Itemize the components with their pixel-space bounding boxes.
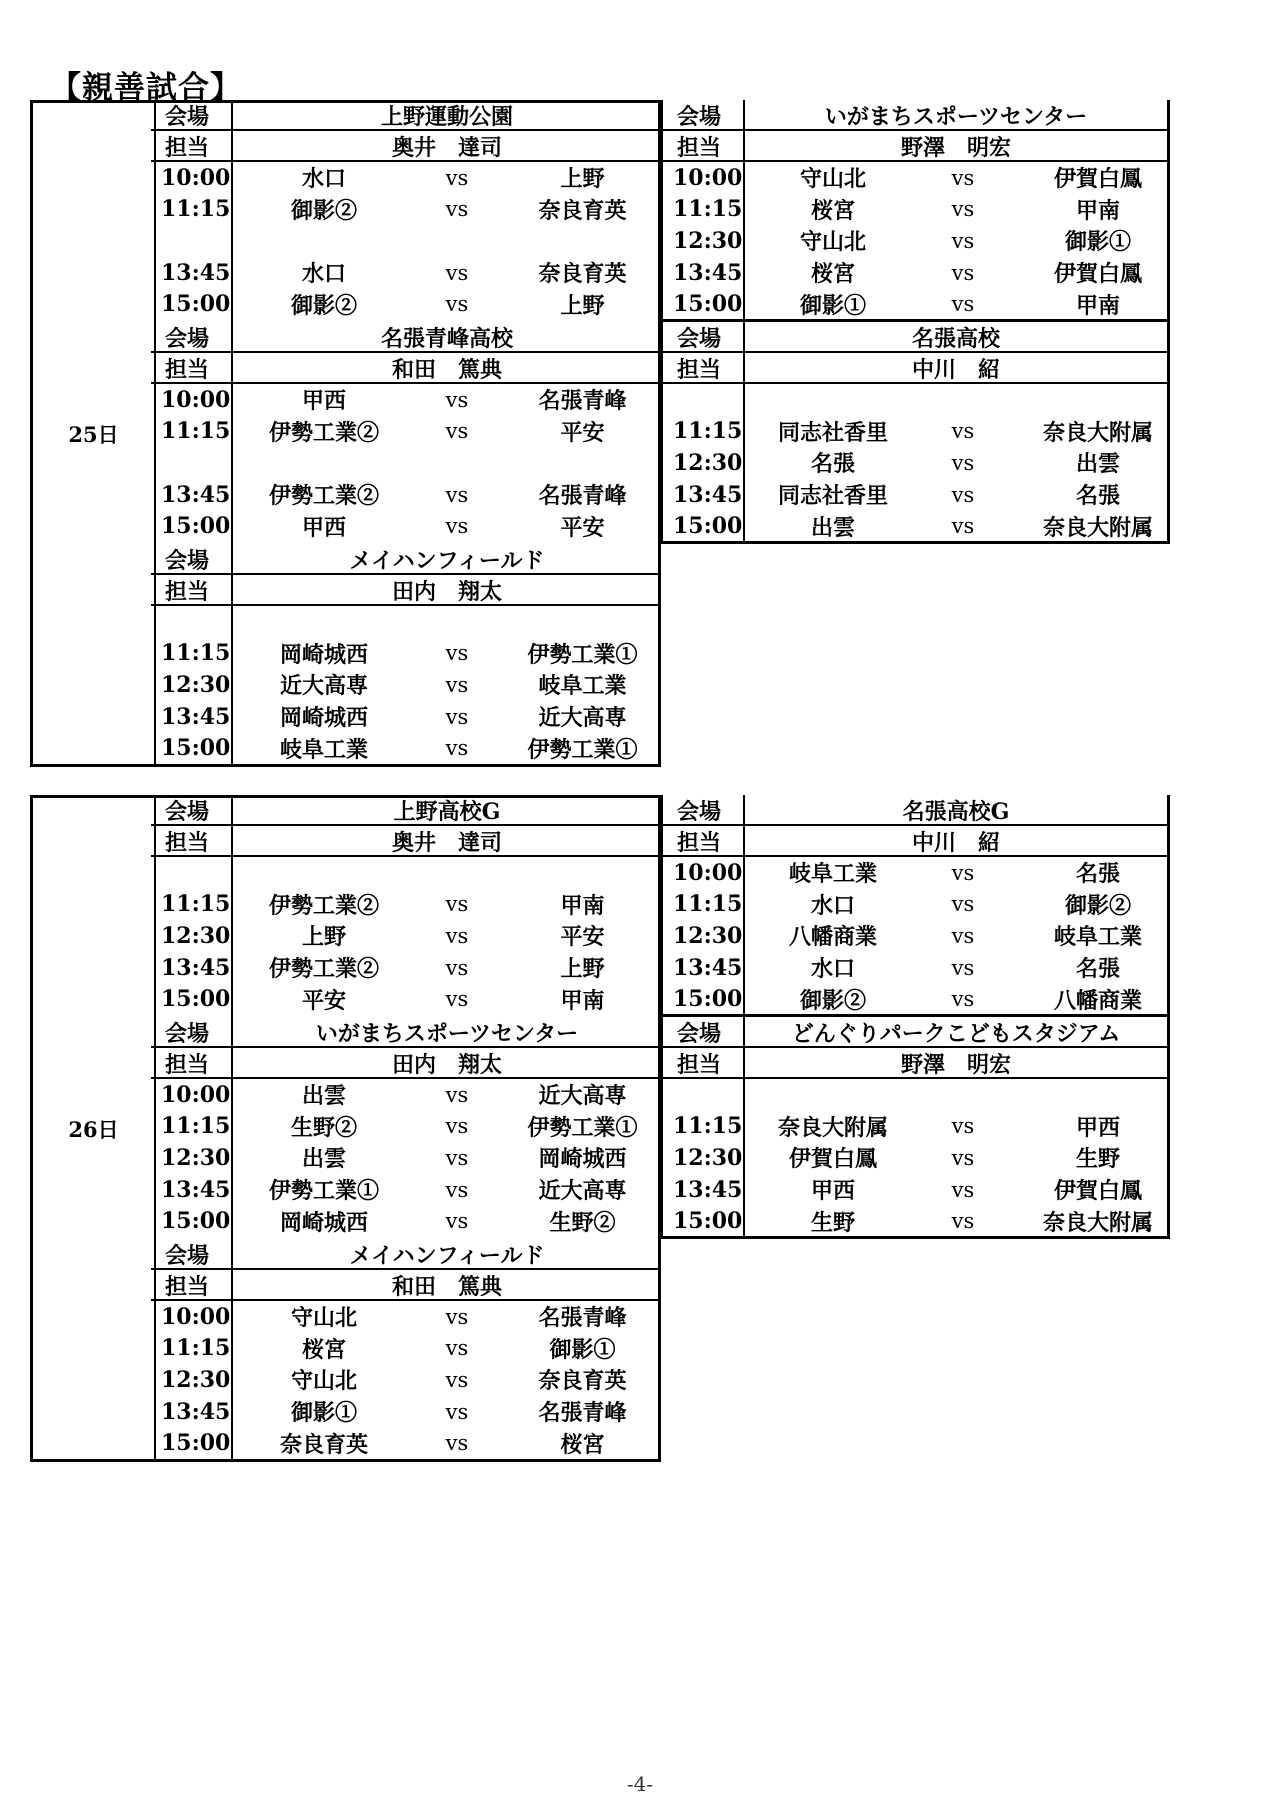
match-time: 13:45: [161, 481, 231, 508]
team-b: [1003, 384, 1193, 416]
match-row: [663, 983, 1167, 1015]
team-a: 出雲: [301, 1083, 346, 1110]
team-b: [1003, 1079, 1193, 1111]
vs-label: vs: [951, 514, 975, 539]
team-b: 伊勢工業①: [527, 736, 638, 763]
match-row: [151, 1174, 661, 1206]
team-a: 生野: [810, 1209, 855, 1236]
match-time: 13:45: [161, 259, 231, 286]
team-a: 伊賀白鳳: [788, 1146, 877, 1173]
team-b: 甲西: [1075, 1114, 1120, 1141]
vs-label: vs: [445, 1336, 469, 1361]
vs-label: vs: [951, 1177, 975, 1202]
match-time: 11:15: [161, 891, 231, 918]
team-b: 近大高専: [538, 1178, 627, 1205]
match-row: [663, 288, 1167, 320]
match-time: 13:45: [673, 481, 743, 508]
team-b: 名張青峰: [538, 388, 627, 415]
venue-name: 名張高校: [743, 322, 1167, 353]
team-a: 水口: [810, 956, 855, 983]
match-row: [151, 669, 661, 701]
match-time: 13:45: [161, 954, 231, 981]
match-row: [151, 638, 661, 670]
vs-label: [417, 606, 497, 638]
team-a: 守山北: [290, 1305, 357, 1332]
venue-label: 会場: [165, 1021, 210, 1047]
staff-name: 中川 紹: [743, 353, 1167, 384]
match-row: [151, 701, 661, 733]
staff-label: 担当: [677, 830, 722, 856]
staff-name: 和田 篤典: [231, 1270, 661, 1301]
match-time: 15:00: [161, 291, 231, 318]
team-a: 八幡商業: [788, 924, 877, 951]
match-row: [151, 510, 661, 542]
venue-label: 会場: [165, 104, 210, 130]
team-b: 平安: [560, 924, 605, 951]
match-row: [663, 1111, 1167, 1143]
team-a: 平安: [301, 987, 346, 1014]
match-time: 13:45: [161, 703, 231, 730]
match-time: 12:30: [673, 922, 743, 949]
match-row: [151, 1079, 661, 1111]
team-b: 奈良大附属: [1042, 419, 1153, 446]
team-a: 岡崎城西: [279, 705, 368, 732]
team-b: 奈良大附属: [1042, 514, 1153, 541]
staff-name: 野澤 明宏: [743, 1048, 1167, 1079]
match-time: 15:00: [161, 1430, 231, 1457]
match-row: [151, 1142, 661, 1174]
team-b: 八幡商業: [1053, 987, 1142, 1014]
match-row: [151, 257, 661, 289]
match-time: 12:30: [673, 227, 743, 254]
vs-label: vs: [445, 1399, 469, 1424]
match-time: 11:15: [673, 1113, 743, 1140]
vs-label: vs: [951, 260, 975, 285]
venue-name: いがまちスポーツセンター: [231, 1017, 661, 1048]
match-row: [663, 416, 1167, 448]
team-b: [497, 225, 668, 257]
match-time: 13:45: [673, 1176, 743, 1203]
team-b: [497, 606, 668, 638]
team-b: 上野: [560, 166, 605, 193]
match-time: 15:00: [673, 986, 743, 1013]
vs-label: vs: [445, 704, 469, 729]
vs-label: vs: [445, 1209, 469, 1234]
team-a: 伊勢工業②: [268, 419, 379, 446]
team-a: 守山北: [799, 229, 866, 256]
vs-label: vs: [951, 1145, 975, 1170]
team-b: 甲南: [1075, 292, 1120, 319]
vs-label: vs: [445, 1082, 469, 1107]
staff-name: 和田 篤典: [231, 353, 661, 384]
team-a: [743, 1079, 923, 1111]
staff-label: 担当: [165, 1274, 210, 1300]
venue-name: 上野運動公園: [231, 100, 661, 131]
venue-block: [151, 1017, 661, 1239]
match-row: [663, 857, 1167, 889]
vs-label: vs: [445, 987, 469, 1012]
team-a: [231, 606, 417, 638]
vs-label: vs: [445, 1145, 469, 1170]
venue-label: 会場: [677, 1021, 722, 1047]
match-row: [151, 857, 661, 889]
venue-name: メイハンフィールド: [231, 1239, 661, 1270]
team-a: 御影①: [290, 1400, 357, 1427]
staff-name: 奥井 達司: [231, 826, 661, 857]
team-b: 伊賀白鳳: [1053, 1178, 1142, 1205]
match-time: 12:30: [161, 922, 231, 949]
team-b: 桜宮: [560, 1431, 605, 1458]
match-row: [151, 1396, 661, 1428]
vs-label: vs: [445, 419, 469, 444]
team-b: 平安: [560, 514, 605, 541]
staff-name: 田内 翔太: [231, 575, 661, 606]
match-row: [151, 447, 661, 479]
team-b: 伊勢工業①: [527, 1114, 638, 1141]
match-time: 13:45: [161, 1398, 231, 1425]
match-row: [151, 416, 661, 448]
team-a: 岐阜工業: [279, 736, 368, 763]
team-a: 御影②: [799, 987, 866, 1014]
team-b: 奈良大附属: [1042, 1209, 1153, 1236]
vs-label: vs: [951, 1209, 975, 1234]
team-a: 生野②: [290, 1114, 357, 1141]
team-a: 守山北: [799, 166, 866, 193]
vs-label: vs: [445, 641, 469, 666]
match-time: 10:00: [673, 859, 743, 886]
page-title: 【親善試合】: [50, 70, 242, 106]
team-a: [743, 384, 923, 416]
team-b: 近大高専: [538, 1083, 627, 1110]
match-time: 13:45: [673, 259, 743, 286]
team-b: 上野: [560, 292, 605, 319]
vs-label: vs: [445, 1367, 469, 1392]
vs-label: vs: [951, 892, 975, 917]
match-row: [151, 1111, 661, 1143]
vs-label: vs: [951, 165, 975, 190]
team-b: 生野②: [549, 1209, 616, 1236]
team-b: 奈良育英: [538, 197, 627, 224]
team-a: 同志社香里: [777, 419, 888, 446]
venue-label: 会場: [165, 326, 210, 352]
team-b: [497, 447, 668, 479]
match-time: 15:00: [161, 1208, 231, 1235]
match-row: [663, 479, 1167, 511]
team-b: 岐阜工業: [538, 673, 627, 700]
match-time: 15:00: [673, 291, 743, 318]
match-row: [151, 1364, 661, 1396]
vs-label: vs: [445, 165, 469, 190]
team-a: [231, 447, 417, 479]
match-time: 11:15: [673, 196, 743, 223]
venue-name: 名張高校G: [743, 795, 1167, 826]
team-a: 甲西: [301, 514, 346, 541]
vs-label: vs: [951, 955, 975, 980]
team-a: 出雲: [301, 1146, 346, 1173]
match-time: 15:00: [161, 986, 231, 1013]
vs-label: vs: [445, 260, 469, 285]
vs-label: [923, 1079, 1003, 1111]
match-row: [151, 952, 661, 984]
match-time: 11:15: [161, 418, 231, 445]
venue-label: 会場: [165, 799, 210, 825]
match-time: 12:30: [673, 449, 743, 476]
venue-block: [661, 795, 1170, 1017]
team-a: 伊勢工業②: [268, 892, 379, 919]
match-row: [151, 162, 661, 194]
match-row: [151, 1427, 661, 1459]
match-time: 10:00: [161, 1081, 231, 1108]
match-row: [663, 510, 1167, 542]
team-a: 同志社香里: [777, 483, 888, 510]
staff-label: 担当: [165, 357, 210, 383]
venue-block: [151, 795, 661, 1017]
staff-name: 野澤 明宏: [743, 131, 1167, 162]
venue-block: [151, 322, 661, 544]
match-row: [151, 288, 661, 320]
team-b: 御影①: [1064, 229, 1131, 256]
team-a: 名張: [810, 451, 855, 478]
team-a: 出雲: [810, 514, 855, 541]
team-b: 生野: [1075, 1146, 1120, 1173]
match-time: 13:45: [673, 954, 743, 981]
vs-label: vs: [951, 292, 975, 317]
team-b: 伊賀白鳳: [1053, 166, 1142, 193]
staff-name: 中川 紹: [743, 826, 1167, 857]
team-a: 御影②: [290, 292, 357, 319]
match-row: [663, 225, 1167, 257]
team-b: 近大高専: [538, 705, 627, 732]
match-row: [663, 447, 1167, 479]
team-a: 甲西: [301, 388, 346, 415]
team-a: 奈良大附属: [777, 1114, 888, 1141]
match-row: [151, 1205, 661, 1237]
team-a: 桜宮: [810, 197, 855, 224]
vs-label: vs: [445, 736, 469, 761]
team-a: 伊勢工業①: [268, 1178, 379, 1205]
venue-block: [151, 544, 661, 767]
vs-label: vs: [445, 672, 469, 697]
team-a: 甲西: [810, 1178, 855, 1205]
match-time: 12:30: [161, 671, 231, 698]
match-row: [151, 983, 661, 1015]
venue-block: [151, 1239, 661, 1462]
team-a: [231, 857, 417, 889]
team-b: 伊賀白鳳: [1053, 261, 1142, 288]
team-b: 甲南: [560, 892, 605, 919]
vs-label: vs: [951, 860, 975, 885]
match-time: 15:00: [673, 513, 743, 540]
team-b: 御影②: [1064, 892, 1131, 919]
vs-label: vs: [445, 482, 469, 507]
team-b: 岐阜工業: [1053, 924, 1142, 951]
team-b: 甲南: [560, 987, 605, 1014]
staff-label: 担当: [677, 135, 722, 161]
vs-label: vs: [445, 292, 469, 317]
venue-label: 会場: [677, 104, 722, 130]
vs-label: vs: [445, 923, 469, 948]
venue-name: メイハンフィールド: [231, 544, 661, 575]
vs-label: vs: [951, 1114, 975, 1139]
page-number: -4-: [626, 1772, 654, 1796]
team-b: 奈良育英: [538, 1368, 627, 1395]
match-row: [151, 225, 661, 257]
vs-label: vs: [951, 987, 975, 1012]
vs-label: vs: [445, 387, 469, 412]
match-time: 12:30: [673, 1144, 743, 1171]
staff-label: 担当: [677, 1052, 722, 1078]
staff-name: 田内 翔太: [231, 1048, 661, 1079]
match-row: [151, 194, 661, 226]
vs-label: vs: [445, 1431, 469, 1456]
vs-label: [417, 857, 497, 889]
venue-block: [661, 322, 1170, 544]
team-b: 上野: [560, 956, 605, 983]
match-row: [151, 606, 661, 638]
match-row: [151, 920, 661, 952]
vs-label: vs: [445, 197, 469, 222]
team-b: 名張: [1075, 861, 1120, 888]
team-b: [497, 857, 668, 889]
team-b: 平安: [560, 419, 605, 446]
match-time: 12:30: [161, 1366, 231, 1393]
team-a: 近大高専: [279, 673, 368, 700]
vs-label: [923, 384, 1003, 416]
match-time: 11:15: [673, 891, 743, 918]
venue-block: [151, 100, 661, 322]
team-a: 岐阜工業: [788, 861, 877, 888]
team-b: 名張青峰: [538, 1305, 627, 1332]
team-a: 岡崎城西: [279, 1209, 368, 1236]
vs-label: vs: [445, 1114, 469, 1139]
match-time: 13:45: [161, 1176, 231, 1203]
match-time: 11:15: [161, 640, 231, 667]
venue-label: 会場: [165, 1243, 210, 1269]
match-time: 10:00: [161, 386, 231, 413]
vs-label: vs: [951, 228, 975, 253]
vs-label: vs: [951, 923, 975, 948]
staff-label: 担当: [165, 830, 210, 856]
team-a: 上野: [301, 924, 346, 951]
match-time: 10:00: [161, 164, 231, 191]
venue-name: いがまちスポーツセンター: [743, 100, 1167, 131]
match-time: 15:00: [161, 735, 231, 762]
match-time: 15:00: [673, 1208, 743, 1235]
match-time: 11:15: [673, 418, 743, 445]
vs-label: vs: [951, 197, 975, 222]
match-row: [151, 732, 661, 764]
staff-label: 担当: [165, 135, 210, 161]
match-row: [663, 162, 1167, 194]
vs-label: vs: [445, 892, 469, 917]
vs-label: vs: [951, 450, 975, 475]
vs-label: vs: [445, 1177, 469, 1202]
team-a: 伊勢工業②: [268, 956, 379, 983]
team-b: 奈良育英: [538, 261, 627, 288]
team-a: 岡崎城西: [279, 641, 368, 668]
staff-name: 奥井 達司: [231, 131, 661, 162]
team-a: 御影②: [290, 197, 357, 224]
match-row: [663, 889, 1167, 921]
team-b: 御影①: [549, 1336, 616, 1363]
venue-name: 名張青峰高校: [231, 322, 661, 353]
team-a: 桜宮: [810, 261, 855, 288]
vs-label: vs: [445, 955, 469, 980]
team-b: 名張: [1075, 956, 1120, 983]
team-b: 岡崎城西: [538, 1146, 627, 1173]
match-row: [663, 257, 1167, 289]
match-row: [151, 1301, 661, 1333]
staff-label: 担当: [165, 1052, 210, 1078]
day-label: 26日: [33, 798, 156, 1459]
vs-label: vs: [445, 514, 469, 539]
venue-block: [661, 100, 1170, 322]
vs-label: [417, 447, 497, 479]
match-row: [151, 479, 661, 511]
match-row: [663, 952, 1167, 984]
team-b: 伊勢工業①: [527, 641, 638, 668]
team-b: 名張青峰: [538, 483, 627, 510]
match-row: [663, 1142, 1167, 1174]
match-row: [663, 384, 1167, 416]
match-row: [663, 920, 1167, 952]
venue-label: 会場: [677, 799, 722, 825]
match-row: [663, 1205, 1167, 1237]
team-b: 名張: [1075, 483, 1120, 510]
vs-label: vs: [445, 1304, 469, 1329]
match-time: 11:15: [161, 196, 231, 223]
match-row: [151, 889, 661, 921]
match-time: 15:00: [161, 513, 231, 540]
match-time: 10:00: [673, 164, 743, 191]
vs-label: vs: [951, 482, 975, 507]
venue-label: 会場: [677, 326, 722, 352]
team-b: 甲南: [1075, 197, 1120, 224]
team-a: 水口: [301, 261, 346, 288]
match-row: [151, 384, 661, 416]
match-row: [663, 1079, 1167, 1111]
staff-label: 担当: [165, 579, 210, 605]
team-a: 守山北: [290, 1368, 357, 1395]
match-time: 10:00: [161, 1303, 231, 1330]
team-a: 桜宮: [301, 1336, 346, 1363]
venue-block: [661, 1017, 1170, 1239]
venue-label: 会場: [165, 548, 210, 574]
match-row: [663, 1174, 1167, 1206]
vs-label: [417, 225, 497, 257]
venue-name: どんぐりパークこどもスタジアム: [743, 1017, 1167, 1048]
team-b: 名張青峰: [538, 1400, 627, 1427]
team-a: 奈良育英: [279, 1431, 368, 1458]
team-a: 伊勢工業②: [268, 483, 379, 510]
team-a: 水口: [301, 166, 346, 193]
day-label: 25日: [33, 103, 156, 764]
match-time: 11:15: [161, 1113, 231, 1140]
team-b: 出雲: [1075, 451, 1120, 478]
team-a: 水口: [810, 892, 855, 919]
match-time: 11:15: [161, 1335, 231, 1362]
staff-label: 担当: [677, 357, 722, 383]
team-a: [231, 225, 417, 257]
match-time: 12:30: [161, 1144, 231, 1171]
team-a: 御影①: [799, 292, 866, 319]
venue-name: 上野高校G: [231, 795, 661, 826]
vs-label: vs: [951, 419, 975, 444]
match-row: [151, 1333, 661, 1365]
match-row: [663, 194, 1167, 226]
